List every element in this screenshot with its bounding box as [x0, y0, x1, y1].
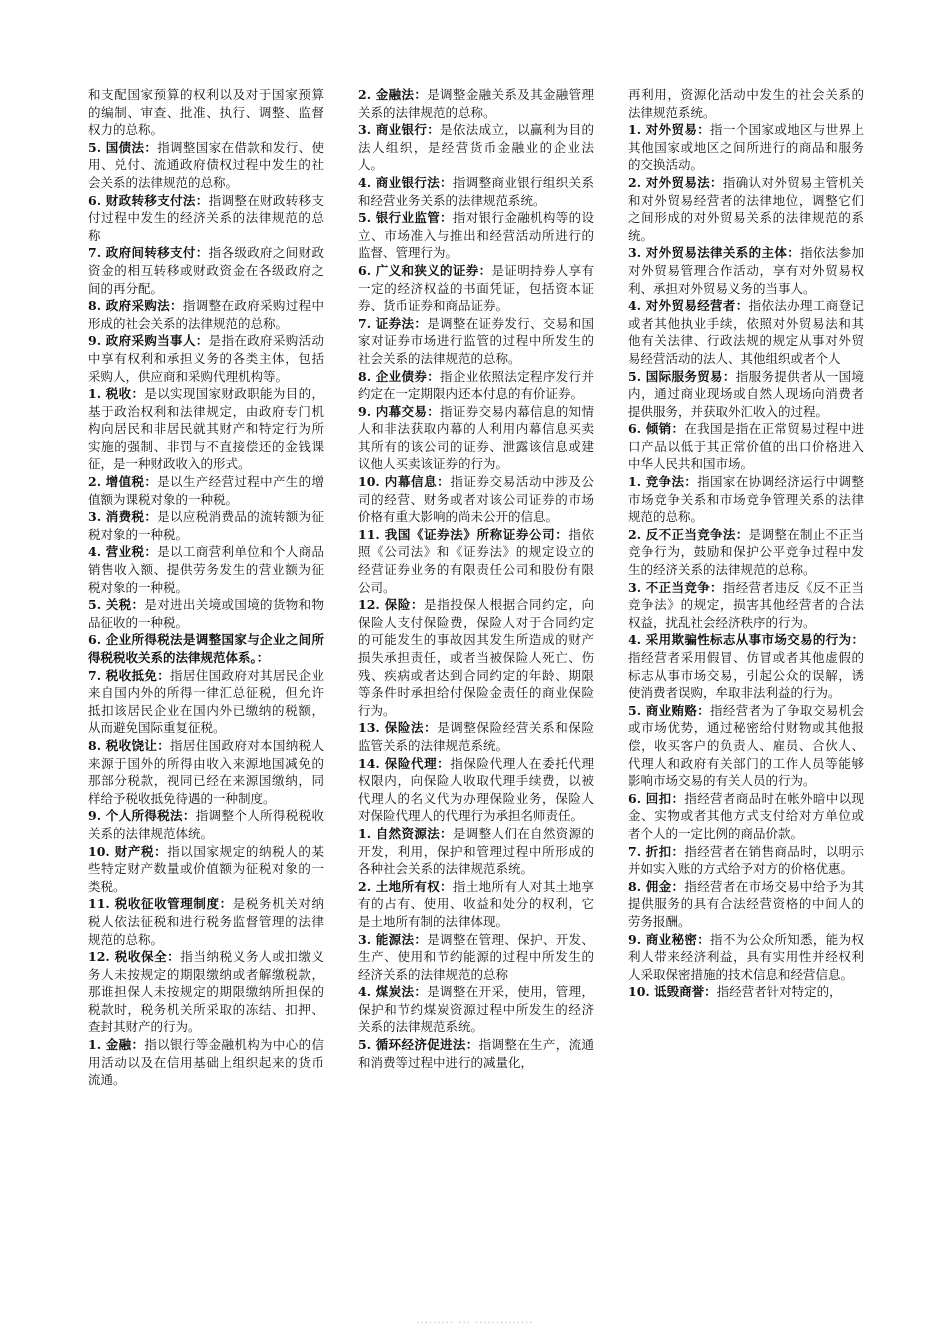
definition-text: 指国家在协调经济运行中调整市场竞争关系和市场竞争管理关系的法律规范的总称。 — [628, 474, 864, 525]
definition-entry — [358, 209, 594, 262]
definition-term: 13. 保险法： — [358, 720, 438, 736]
definition-term: 1. 税收： — [88, 386, 145, 402]
definition-text: 指依法参加对外贸易管理合作活动，享有对外贸易权利、承担对外贸易义务的当事人。 — [628, 245, 864, 296]
definition-text: 是指在政府采购活动中享有权利和承担义务的各类主体，包括采购人，供应商和采购代理机构等。 — [88, 333, 324, 384]
definition-text: 是调整在管理、保护、开发、生产、使用和节约能源的过程中所发生的经济关系的法律规范的总称 — [358, 931, 594, 982]
definition-entry — [358, 755, 594, 825]
definition-text: 指调整商业银行组织关系和经营业务关系的法律规范系统。 — [358, 174, 594, 208]
definition-text: 是以实现国家财政职能为目的，基于政治权利和法律规定，由政府专门机构向居民和非居民就其财产和特定行为所实施的强制、非罚与不直接偿还的金钱课征，是一种财政收入的形式。 — [88, 386, 324, 472]
definition-text: 指企业依照法定程序发行并约定在一定期限内还本付息的有价证券。 — [358, 368, 594, 402]
definition-entry — [88, 385, 324, 473]
definition-entry — [88, 631, 324, 666]
text-column-left — [88, 86, 324, 1089]
definition-entry — [358, 403, 594, 473]
definition-term: 10. 内幕信息： — [358, 474, 451, 490]
definition-term: 5. 银行业监管： — [358, 210, 453, 226]
definition-term: 1. 金融： — [88, 1037, 145, 1053]
definition-term: 9. 个人所得税法： — [88, 808, 196, 824]
definition-term: 12. 税收保全： — [88, 949, 181, 965]
definition-text: 指调整在生产，流通和消费等过程中进行的减量化， — [358, 1037, 594, 1070]
definition-text: 指土地所有人对其土地享有的占有、使用、收益和处分的权利，它是土地所有制的法律体现。 — [358, 878, 594, 929]
definition-entry — [628, 931, 864, 984]
definition-text: 指各级政府之间财政资金的相互转移或财政资金在各级政府之间的再分配。 — [88, 245, 324, 296]
definition-entry — [358, 262, 594, 315]
definition-entry — [88, 192, 324, 245]
definition-entry — [88, 596, 324, 631]
definition-text: 指调整国家在借款和发行、使用、兑付、流通政府债权过程中发生的社会关系的法律规范的总称。 — [88, 139, 324, 190]
definition-text: 指服务提供者从一国境内，通过商业现场或自然人现场向消费者提供服务，并获取外汇收入的过程。 — [628, 368, 864, 419]
definition-term: 7. 证券法： — [358, 315, 428, 331]
definition-text: 再利用，资源化活动中发生的社会关系的法律规范系统。 — [628, 87, 864, 120]
definition-entry — [628, 420, 864, 473]
definition-term: 7. 折扣： — [628, 843, 685, 859]
definition-text: 是依法成立，以赢利为目的法人组织，是经营货币金融业的企业法人。 — [358, 122, 594, 173]
definition-term: 4. 营业税： — [88, 544, 158, 560]
definition-term: 8. 税收饶让： — [88, 737, 171, 753]
definition-text: 是对进出关境或国境的货物和物品征收的一种税。 — [88, 597, 324, 630]
definition-text: 指依照《公司法》和《证券法》的规定设立的经营证券业务的有限责任公司和股份有限公司。 — [358, 526, 594, 595]
definition-entry — [88, 948, 324, 1036]
definition-entry — [88, 139, 324, 192]
definition-text: 指经营者为了争取交易机会或市场优势，通过秘密给付财物或其他报偿，收买客户的负责人、雇员、合伙人、代理人和政府有关部门的工作人员等能够影响市场交易的有关人员的行为。 — [628, 702, 864, 789]
definition-text: 是调整在开采，使用，管理，保护和节约煤炭资源过程中所发生的经济关系的法律规范系统。 — [358, 984, 594, 1035]
definition-term: 1. 竞争法： — [628, 474, 698, 490]
definition-entry — [358, 86, 594, 121]
definition-entry — [358, 473, 594, 526]
definition-text: 指经营者采用假冒、仿冒或者其他虚假的标志从事市场交易，引起公众的误解，诱使消费者误购，牟取非法利益的行为。 — [628, 650, 864, 701]
definition-entry — [628, 702, 864, 790]
definition-text: 指调整个人所得税税收关系的法律规范体统。 — [88, 808, 324, 841]
definition-entry — [88, 508, 324, 543]
definition-term: 4. 采用欺骗性标志从事市场交易的行为： — [628, 632, 864, 648]
definition-term: 3. 消费税： — [88, 509, 158, 525]
definition-entry — [88, 807, 324, 842]
definition-text: 是以应税消费品的流转额为征税对象的一种税。 — [88, 509, 324, 542]
definition-entry — [358, 825, 594, 878]
definition-term: 2. 土地所有权： — [358, 878, 453, 894]
definition-term: 10. 诋毁商誉： — [628, 984, 717, 1000]
definition-text: 是证明持券人享有一定的经济权益的书面凭证，包括资本证券、货币证券和商品证券。 — [358, 262, 594, 314]
definition-term: 4. 对外贸易经营者： — [628, 298, 749, 314]
definition-entry — [358, 983, 594, 1036]
definition-entry — [358, 526, 594, 596]
definition-text: 指不为公众所知悉，能为权利人带来经济利益，具有实用性并经权利人采取保密措施的技术信息和经营信息。 — [628, 931, 864, 982]
definition-entry — [88, 843, 324, 896]
definition-term: 10. 财产税： — [88, 843, 168, 859]
definition-term: 5. 循环经济促进法： — [358, 1037, 479, 1053]
definition-text: 是调整保险经营关系和保险监管关系的法律规范系统。 — [358, 720, 594, 753]
definition-text: 是调整人们在自然资源的开发，利用，保护和管理过程中所形成的各种社会关系的法律规范系统。 — [358, 825, 594, 877]
definition-entry — [88, 895, 324, 948]
definition-term: 1. 对外贸易： — [628, 122, 711, 138]
definition-text: 指当纳税义务人或扣缴义务人未按规定的期限缴纳或者解缴税款，那谁担保人未按规定的期限缴纳所担保的税款时，税务机关所采取的冻结、扣押、查封其财产的行为。 — [88, 949, 324, 1035]
definition-term: 5. 国际服务贸易： — [628, 368, 736, 384]
definition-text: 指一个国家或地区与世界上其他国家或地区之间所进行的商品和服务的交换活动。 — [628, 122, 864, 173]
definition-entry — [628, 843, 864, 878]
definition-entry — [628, 878, 864, 931]
definition-term: 8. 佣金： — [628, 878, 685, 894]
definition-entry — [628, 526, 864, 579]
definition-term: 6. 企业所得税法是调整国家与企业之间所得税税收关系的法律规范体系。： — [88, 632, 324, 665]
definition-text: 指经营者商品时在帐外暗中以现金、实物或者其他方式支付给对方单位或者个人的一定比例的商品价款。 — [628, 790, 864, 841]
page-footer: ········· ··· ·············· — [416, 1318, 534, 1329]
definition-term: 5. 关税： — [88, 597, 145, 613]
definition-entry — [358, 315, 594, 368]
definition-term: 5. 国债法： — [88, 139, 158, 155]
definition-text: 指证券交易活动中涉及公司的经营、财务或者对该公司证券的市场价格有重大影响的尚未公开的信息。 — [358, 474, 594, 525]
definition-entry — [358, 878, 594, 931]
definition-term: 3. 能源法： — [358, 931, 428, 947]
definition-entry — [88, 543, 324, 596]
definition-term: 3. 商业银行： — [358, 122, 441, 138]
definition-text: 指对银行金融机构等的设立、市场准入与推出和经营活动所进行的监督、管理行为。 — [358, 210, 594, 261]
definition-text: 在我国是指在正常贸易过程中进口产品以低于其正常价值的出口价格进入中华人民共和国市场。 — [628, 421, 864, 472]
text-column-middle — [358, 86, 594, 1071]
definition-text: 和支配国家预算的权利以及对于国家预算的编制、审查、批准、执行、调整、监督权力的总称。 — [88, 87, 324, 138]
definition-entry — [628, 368, 864, 421]
definition-entry — [628, 790, 864, 843]
document-page — [88, 86, 868, 1266]
definition-term: 8. 企业债券： — [358, 368, 441, 384]
definition-term: 6. 广义和狭义的证券： — [358, 262, 492, 278]
definition-text: 是调整在制止不正当竞争行为，鼓励和保护公平竞争过程中发生的经济关系的法律规范的总称。 — [628, 526, 864, 578]
definition-entry — [358, 719, 594, 754]
definition-entry — [88, 332, 324, 385]
definition-text: 是调整金融关系及其金融管理关系的法律规范的总称。 — [358, 87, 594, 120]
definition-term: 2. 对外贸易法： — [628, 174, 723, 190]
definition-entry — [628, 174, 864, 244]
definition-text: 指调整在财政转移支付过程中发生的经济关系的法律规范的总称 — [88, 192, 324, 243]
definition-term: 6. 财政转移支付法： — [88, 192, 209, 208]
definition-text: 指以银行等金融机构为中心的信用活动以及在信用基础上组织起来的货币流通。 — [88, 1037, 324, 1088]
definition-entry — [358, 931, 594, 984]
definition-text: 指经营者违反《反不正当竞争法》的规定，损害其他经营者的合法权益，扰乱社会经济秩序的行为。 — [628, 579, 864, 630]
definition-entry — [358, 368, 594, 403]
definition-term: 14. 保险代理： — [358, 755, 451, 771]
definition-term: 9. 商业秘密： — [628, 931, 711, 947]
definition-term: 2. 反不正当竞争法： — [628, 526, 749, 542]
definition-entry — [88, 244, 324, 297]
definition-entry — [358, 174, 594, 209]
definition-entry — [88, 737, 324, 807]
definition-entry — [628, 579, 864, 632]
definition-text: 指经营者针对特定的， — [716, 984, 842, 1000]
definition-entry — [358, 596, 594, 719]
definition-text: 指经营者在市场交易中给予为其提供服务的具有合法经营资格的中间人的劳务报酬。 — [628, 878, 864, 929]
definition-entry — [88, 86, 324, 139]
definition-entry — [628, 86, 864, 121]
definition-term: 7. 税收抵免： — [88, 667, 171, 683]
definition-text: 指依法办理工商登记或者其他执业手续，依照对外贸易法和其他有关法律、行政法规的规定从事对外贸易经营活动的法人、其他组织或者个人 — [628, 298, 864, 366]
definition-entry — [88, 1036, 324, 1089]
definition-term: 5. 商业贿赂： — [628, 702, 711, 718]
definition-term: 4. 商业银行法： — [358, 174, 453, 190]
definition-entry — [628, 121, 864, 174]
definition-entry — [628, 631, 864, 701]
definition-term: 7. 政府间转移支付： — [88, 245, 209, 261]
definition-term: 3. 不正当竞争： — [628, 579, 723, 595]
definition-term: 2. 增值税： — [88, 474, 158, 490]
definition-entry — [358, 121, 594, 174]
definition-text: 指居住国政府对其居民企业来自国内外的所得一律汇总征税，但允许抵扣该居民企业在国内外已缴纳的税额，从而避免国际重复征税。 — [88, 667, 324, 736]
definition-term: 3. 对外贸易法律关系的主体： — [628, 245, 801, 261]
definition-text: 指居住国政府对本国纳税人来源于国外的所得由收入来源地国减免的那部分税款，视同已经在来源国缴纳，同样给予税收抵免待遇的一种制度。 — [88, 737, 324, 806]
definition-term: 8. 政府采购法： — [88, 298, 183, 314]
definition-text: 是税务机关对纳税人依法征税和进行税务监督管理的法律规范的总称。 — [88, 896, 324, 947]
text-column-right — [628, 86, 864, 1001]
definition-text: 指证券交易内幕信息的知情人和非法获取内幕的人利用内幕信息买卖其所有的该公司的证券、泄露该信息或建议他人买卖该证券的行为。 — [358, 403, 594, 472]
definition-text: 指调整在政府采购过程中形成的社会关系的法律规范的总称。 — [88, 298, 324, 331]
definition-text: 是以工商营利单位和个人商品销售收入额、提供劳务发生的营业额为征税对象的一种税。 — [88, 544, 324, 595]
definition-term: 11. 我国《证券法》所称证券公司： — [358, 526, 569, 542]
definition-text: 是指投保人根据合同约定，向保险人支付保险费，保险人对于合同约定的可能发生的事故因其发生所造成的财产损失承担责任，或者当被保险人死亡、伤残、疾病或者达到合同约定的年龄、期限等条件时承担给付保险金责任的商业保险行为。 — [358, 597, 594, 718]
definition-entry — [88, 667, 324, 737]
definition-term: 11. 税收征收管理制度： — [88, 896, 233, 912]
definition-text: 指经营者在销售商品时，以明示并如实入账的方式给予对方的价格优惠。 — [628, 843, 864, 877]
definition-term: 4. 煤炭法： — [358, 984, 428, 1000]
definition-term: 9. 内幕交易： — [358, 403, 441, 419]
definition-text: 指确认对外贸易主管机关和对外贸易经营者的法律地位，调整它们之间形成的对外贸易关系的法律规范的系统。 — [628, 174, 864, 243]
definition-text: 指以国家规定的纳税人的某些特定财产数量或价值额为征税对象的一类税。 — [88, 843, 324, 894]
definition-term: 1. 自然资源法： — [358, 825, 453, 841]
definition-term: 6. 倾销： — [628, 421, 685, 437]
definition-term: 12. 保险： — [358, 597, 425, 613]
definition-entry — [358, 1036, 594, 1071]
definition-text: 指保险代理人在委托代理权限内，向保险人收取代理手续费，以被代理人的名义代为办理保险业务，保险人对保险代理人的代理行为承担名师责任。 — [358, 755, 594, 824]
definition-text: 是以生产经营过程中产生的增值额为课税对象的一种税。 — [88, 474, 324, 507]
definition-entry — [88, 473, 324, 508]
definition-entry — [628, 473, 864, 526]
definition-term: 6. 回扣： — [628, 790, 685, 806]
definition-entry — [628, 244, 864, 297]
definition-entry — [88, 297, 324, 332]
definition-term: 2. 金融法： — [358, 87, 428, 102]
definition-term: 9. 政府采购当事人： — [88, 333, 209, 349]
definition-entry — [628, 297, 864, 367]
definition-entry — [628, 983, 864, 1001]
definition-text: 是调整在证券发行、交易和国家对证券市场进行监管的过程中所发生的社会关系的法律规范的总称。 — [358, 315, 594, 366]
